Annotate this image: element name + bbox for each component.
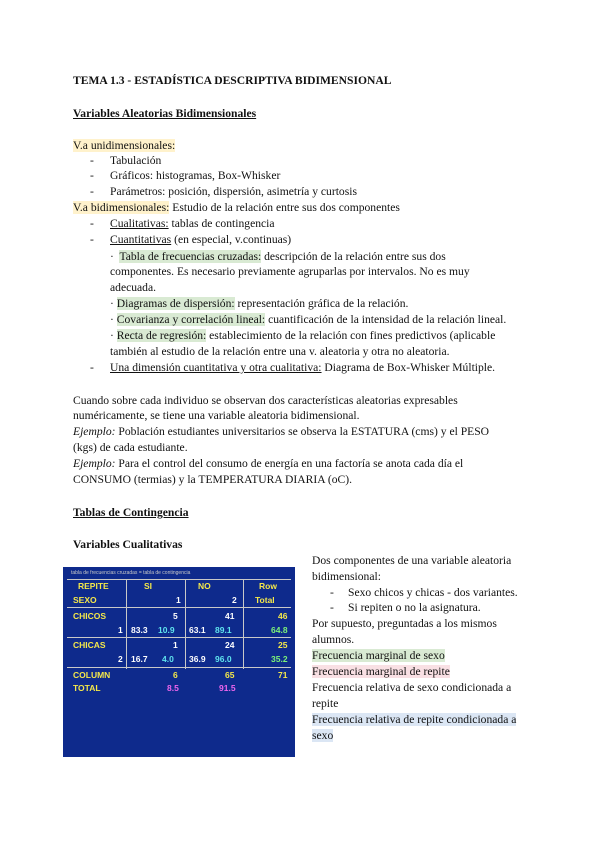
cell-chicas-row-pct: 35.2 [271,654,288,664]
header-si: SI [144,581,153,591]
frecuencia-relativa-repite: Frecuencia relativa de repite condicionada a [312,713,517,726]
frecuencias-cruzadas-line2: componentes. Es necesario previamente agruparlas por intervalos. No es muy [110,265,470,278]
bullet-dash: - [90,185,94,198]
intro-line2: numéricamente, se tiene una variable aleatoria bidimensional. [73,409,360,422]
side-item: Sexo chicos y chicas - dos variantes. [348,586,518,599]
cell-chicos-p1: 83.3 [131,625,148,635]
cell-chicos-row-pct: 64.8 [271,625,288,635]
frecuencia-relativa-sexo: Frecuencia relativa de sexo condicionada a [312,681,512,694]
header-no-code: 2 [232,595,237,605]
bullet-dash: - [90,233,94,246]
section-heading-bidimensionales: Variables Aleatorias Bidimensionales [73,107,257,120]
side-line4: alumnos. [312,633,355,646]
frecuencia-relativa-repite-line2: sexo [312,729,334,742]
bullet-dash: - [90,154,94,167]
cell-chicos-si: 5 [173,611,178,621]
page-title: TEMA 1.3 - ESTADÍSTICA DESCRIPTIVA BIDIMENSIONAL [73,74,392,87]
mixta-item: Una dimensión cuantitativa y otra cualitativa: Diagrama de Box-Whisker Múltiple. [110,361,496,374]
bullet-dash: - [330,586,334,599]
ejemplo-1: Ejemplo: Población estudiantes universitarios se observa la ESTATURA (cms) y el PESO [73,425,490,438]
cell-chicas-p3: 36.9 [189,654,206,664]
table-rule [67,607,291,608]
frecuencias-cruzadas-line: · Tabla de frecuencias cruzadas: descripción de la relación entre sus dos [110,250,446,263]
cell-chicos-row: 46 [278,611,288,621]
table-rule [126,579,127,669]
frecuencia-marginal-repite: Frecuencia marginal de repite [312,665,450,678]
bullet-dash: - [330,601,334,614]
table-rule [67,579,291,580]
cell-chicos-p4: 89.1 [215,625,232,635]
row-total-label: TOTAL [73,683,101,693]
side-item: Si repiten o no la asignatura. [348,601,481,614]
frecuencia-marginal-sexo: Frecuencia marginal de sexo [312,649,445,662]
cell-chicas-no: 24 [225,640,235,650]
cell-chicas-code: 2 [118,654,123,664]
header-total: Total [255,595,275,605]
table-rule [67,637,291,638]
intro-line1: Cuando sobre cada individuo se observan dos características aleatorias expresables [73,394,458,407]
bullet-dash: - [90,169,94,182]
ejemplo-1-line2: (kgs) de cada estudiante. [73,441,188,454]
cell-chicos-code: 1 [118,625,123,635]
cell-chicos-p2: 10.9 [158,625,175,635]
frecuencias-cruzadas-line3: adecuada. [110,281,157,294]
cell-column-no: 65 [225,670,235,680]
row-column-label: COLUMN [73,670,111,680]
ejemplo-2-line2: CONSUMO (termias) y la TEMPERATURA DIARIA (oC). [73,473,352,486]
cell-chicas-row: 25 [278,640,288,650]
cell-chicos-p3: 63.1 [189,625,206,635]
unidim-label: V.a unidimensionales: [73,139,176,152]
cell-total-si: 8.5 [167,683,179,693]
bullet-dash: - [90,361,94,374]
cell-chicas-p1: 16.7 [131,654,148,664]
table-rule [67,667,291,668]
table-rule [243,579,244,669]
side-line3: Por supuesto, preguntadas a los mismos [312,617,497,630]
diagramas-dispersion-line: · Diagramas de dispersión: representación gráfica de la relación. [110,297,409,310]
header-no: NO [198,581,211,591]
bullet-dash: - [90,217,94,230]
side-line1: Dos componentes de una variable aleatoria [312,554,512,567]
cell-chicos-no: 41 [225,611,235,621]
cell-chicas-p2: 4.0 [162,654,174,664]
cuantitativas-item: Cuantitativas (en especial, v.continuas) [110,233,292,246]
bidim-line: V.a bidimensionales: Estudio de la relación entre sus dos componentes [73,201,400,214]
header-si-code: 1 [176,595,181,605]
table-caption: tabla de frecuencias cruzadas = tabla de contingencia [71,570,191,576]
cell-column-total: 71 [278,670,288,680]
subheading-cualitativas: Variables Cualitativas [73,538,183,551]
cualitativas-item: Cualitativas: tablas de contingencia [110,217,275,230]
frecuencia-relativa-sexo-line2: repite [312,697,339,710]
cell-total-no: 91.5 [219,683,236,693]
recta-regresion-line: · Recta de regresión: establecimiento de la relación con fines predictivos (aplicable [110,329,496,342]
side-line2: bidimensional: [312,570,381,583]
header-repite: REPITE [78,581,109,591]
recta-regresion-line2: también al estudio de la relación entre una v. aleatoria y otra no aleatoria. [110,345,450,358]
header-sexo: SEXO [73,595,97,605]
covarianza-line: · Covarianza y correlación lineal: cuantificación de la intensidad de la relación lineal. [110,313,507,326]
unidim-item: Parámetros: posición, dispersión, asimetría y curtosis [110,185,357,198]
cell-chicas-p4: 96.0 [215,654,232,664]
section-heading-contingencia: Tablas de Contingencia [73,506,189,519]
row-chicas-label: CHICAS [73,640,106,650]
unidim-item: Gráficos: histogramas, Box-Whisker [110,169,281,182]
unidim-item: Tabulación [110,154,162,167]
contingency-table-image [63,567,295,757]
header-row: Row [259,581,277,591]
row-chicos-label: CHICOS [73,611,107,621]
cell-column-si: 6 [173,670,178,680]
cell-chicas-si: 1 [173,640,178,650]
ejemplo-2: Ejemplo: Para el control del consumo de energía en una factoría se anota cada día el [73,457,464,470]
table-rule [185,579,186,669]
